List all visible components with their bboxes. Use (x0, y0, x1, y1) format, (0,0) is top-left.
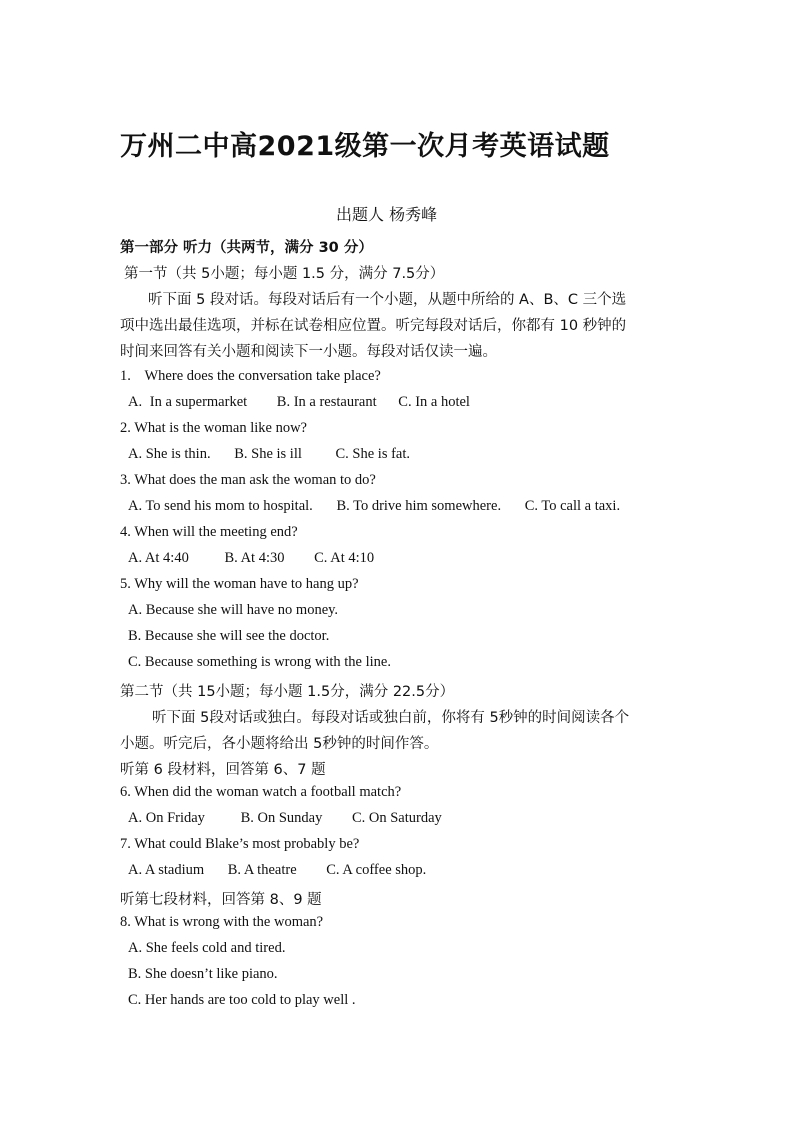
question-2-options (128, 446, 410, 463)
question-1-text: Where does the conversation take place? (144, 368, 381, 384)
section1-instructions-line2: 项中选出最佳选项，并标在试卷相应位置。听完每段对话后，你都有 10 秒钟的 (120, 318, 627, 334)
option-c: C. To call a taxi. (524, 498, 621, 514)
question-8-option-a: A. She feels cold and tired. (128, 940, 286, 956)
section2-instructions-line1: 听下面 5段对话或独白。每段对话或独白前，你将有 5秒钟的时间阅读各个 (152, 710, 630, 726)
option-b: B. In a restaurant (276, 394, 377, 410)
option-b: B. On Sunday (240, 810, 323, 826)
question-7: 7. What could Blake’s most probably be? (120, 836, 360, 852)
option-b: B. To drive him somewhere. (336, 498, 502, 514)
section2-instructions-line2: 小题。听完后，各小题将给出 5秒钟的时间作答。 (120, 736, 439, 752)
option-a: A. A stadium (128, 862, 205, 878)
question-7-options (128, 862, 426, 879)
option-a: In a supermarket (149, 394, 248, 410)
option-c: C. On Saturday (351, 810, 442, 826)
option-a: A. To send his mom to hospital. (128, 498, 313, 514)
question-8-option-b: B. She doesn’t like piano. (128, 966, 278, 982)
question-4: 4. When will the meeting end? (120, 524, 298, 540)
question-1 (120, 368, 381, 385)
question-4-options (128, 550, 374, 567)
option-a-letter: A. (128, 394, 143, 410)
question-1-number: 1. (120, 368, 131, 384)
option-c: C. She is fat. (335, 446, 411, 462)
question-8: 8. What is wrong with the woman? (120, 914, 324, 930)
option-c: C. A coffee shop. (326, 862, 427, 878)
author-line: 出题人 杨秀峰 (336, 205, 438, 224)
question-5-option-a: A. Because she will have no money. (128, 602, 339, 618)
section2-heading: 第二节（共 15小题；每小题 1.5分，满分 22.5分） (120, 684, 455, 700)
option-a: A. She is thin. (128, 446, 211, 462)
option-c: C. In a hotel (398, 394, 470, 410)
option-b: B. She is ill (234, 446, 302, 462)
part1-heading: 第一部分 听力（共两节，满分 30 分） (120, 240, 373, 256)
question-6: 6. When did the woman watch a football match? (120, 784, 402, 800)
exam-title: 万州二中高2021级第一次月考英语试题 (120, 131, 610, 162)
option-b: B. At 4:30 (224, 550, 285, 566)
material-7-heading: 听第七段材料，回答第 8、9 题 (120, 892, 322, 908)
question-5-option-c: C. Because something is wrong with the line. (128, 654, 391, 670)
option-a: A. At 4:40 (128, 550, 189, 566)
question-1-options (128, 394, 470, 411)
question-5: 5. Why will the woman have to hang up? (120, 576, 359, 592)
section1-instructions-line1: 听下面 5 段对话。每段对话后有一个小题，从题中所给的 A、B、C 三个选 (148, 292, 627, 308)
question-6-options (128, 810, 442, 827)
question-8-option-c: C. Her hands are too cold to play well . (128, 992, 356, 1008)
question-5-option-b: B. Because she will see the doctor. (128, 628, 330, 644)
material-6-heading: 听第 6 段材料，回答第 6、7 题 (120, 762, 326, 778)
option-c: C. At 4:10 (314, 550, 375, 566)
question-3: 3. What does the man ask the woman to do? (120, 472, 376, 488)
section1-heading: 第一节（共 5小题；每小题 1.5 分，满分 7.5分） (124, 266, 445, 282)
option-a: A. On Friday (128, 810, 205, 826)
question-2: 2. What is the woman like now? (120, 420, 307, 436)
question-3-options (128, 498, 620, 515)
option-b: B. A theatre (227, 862, 297, 878)
section1-instructions-line3: 时间来回答有关小题和阅读下一小题。每段对话仅读一遍。 (120, 344, 497, 360)
